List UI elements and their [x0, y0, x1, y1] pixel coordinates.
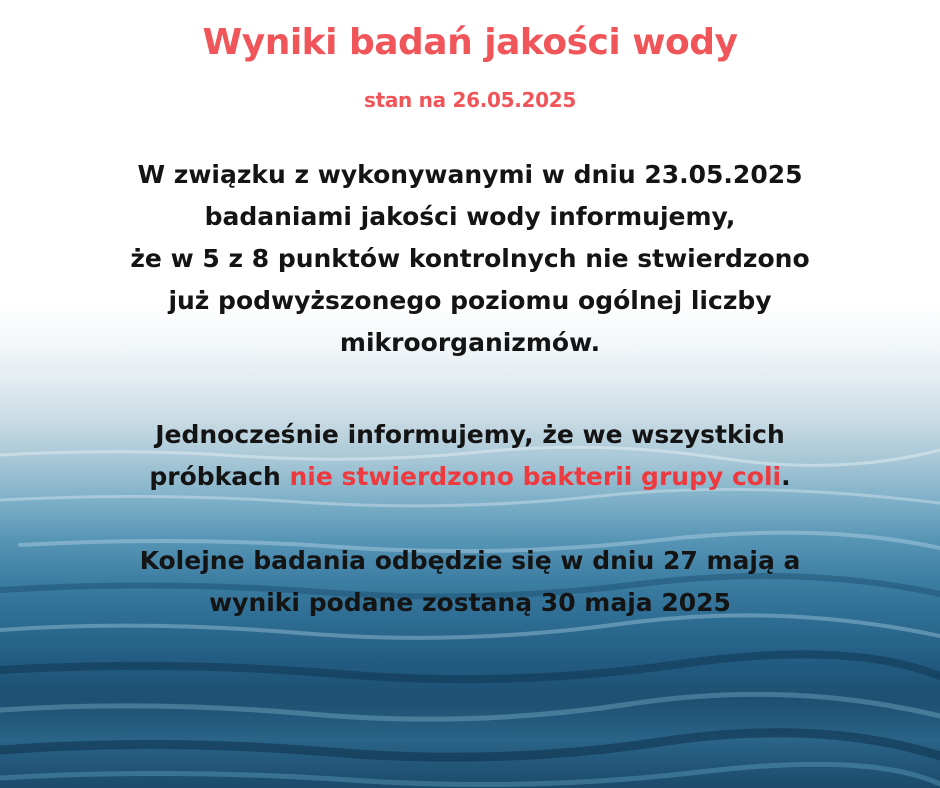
paragraph-results [0, 154, 940, 364]
paragraph-line: że w 5 z 8 punktów kontrolnych nie stwierdzono [130, 244, 810, 273]
paragraph-line: wyniki podane zostaną 30 maja 2025 [209, 588, 731, 617]
paragraph-line: badaniami jakości wody informujemy, [204, 202, 736, 231]
paragraph-line: W związku z wykonywanymi w dniu 23.05.2025 [137, 160, 803, 189]
paragraph-coli [0, 414, 940, 498]
paragraph-text: próbkach [149, 462, 290, 491]
paragraph-line [0, 456, 940, 498]
page-subtitle: stan na 26.05.2025 [364, 88, 576, 112]
paragraph-line: już podwyższonego poziomu ogólnej liczby [168, 286, 772, 315]
page-title: Wyniki badań jakości wody [202, 22, 738, 63]
paragraph-line: Kolejne badania odbędzie się w dniu 27 mają a [139, 546, 801, 575]
paragraph-line: Jednocześnie informujemy, że we wszystkich [155, 420, 785, 449]
paragraph-line: mikroorganizmów. [339, 328, 601, 357]
paragraph-text: . [781, 462, 791, 491]
highlighted-text: nie stwierdzono bakterii grupy coli [289, 462, 782, 491]
paragraph-next-tests [0, 540, 940, 624]
